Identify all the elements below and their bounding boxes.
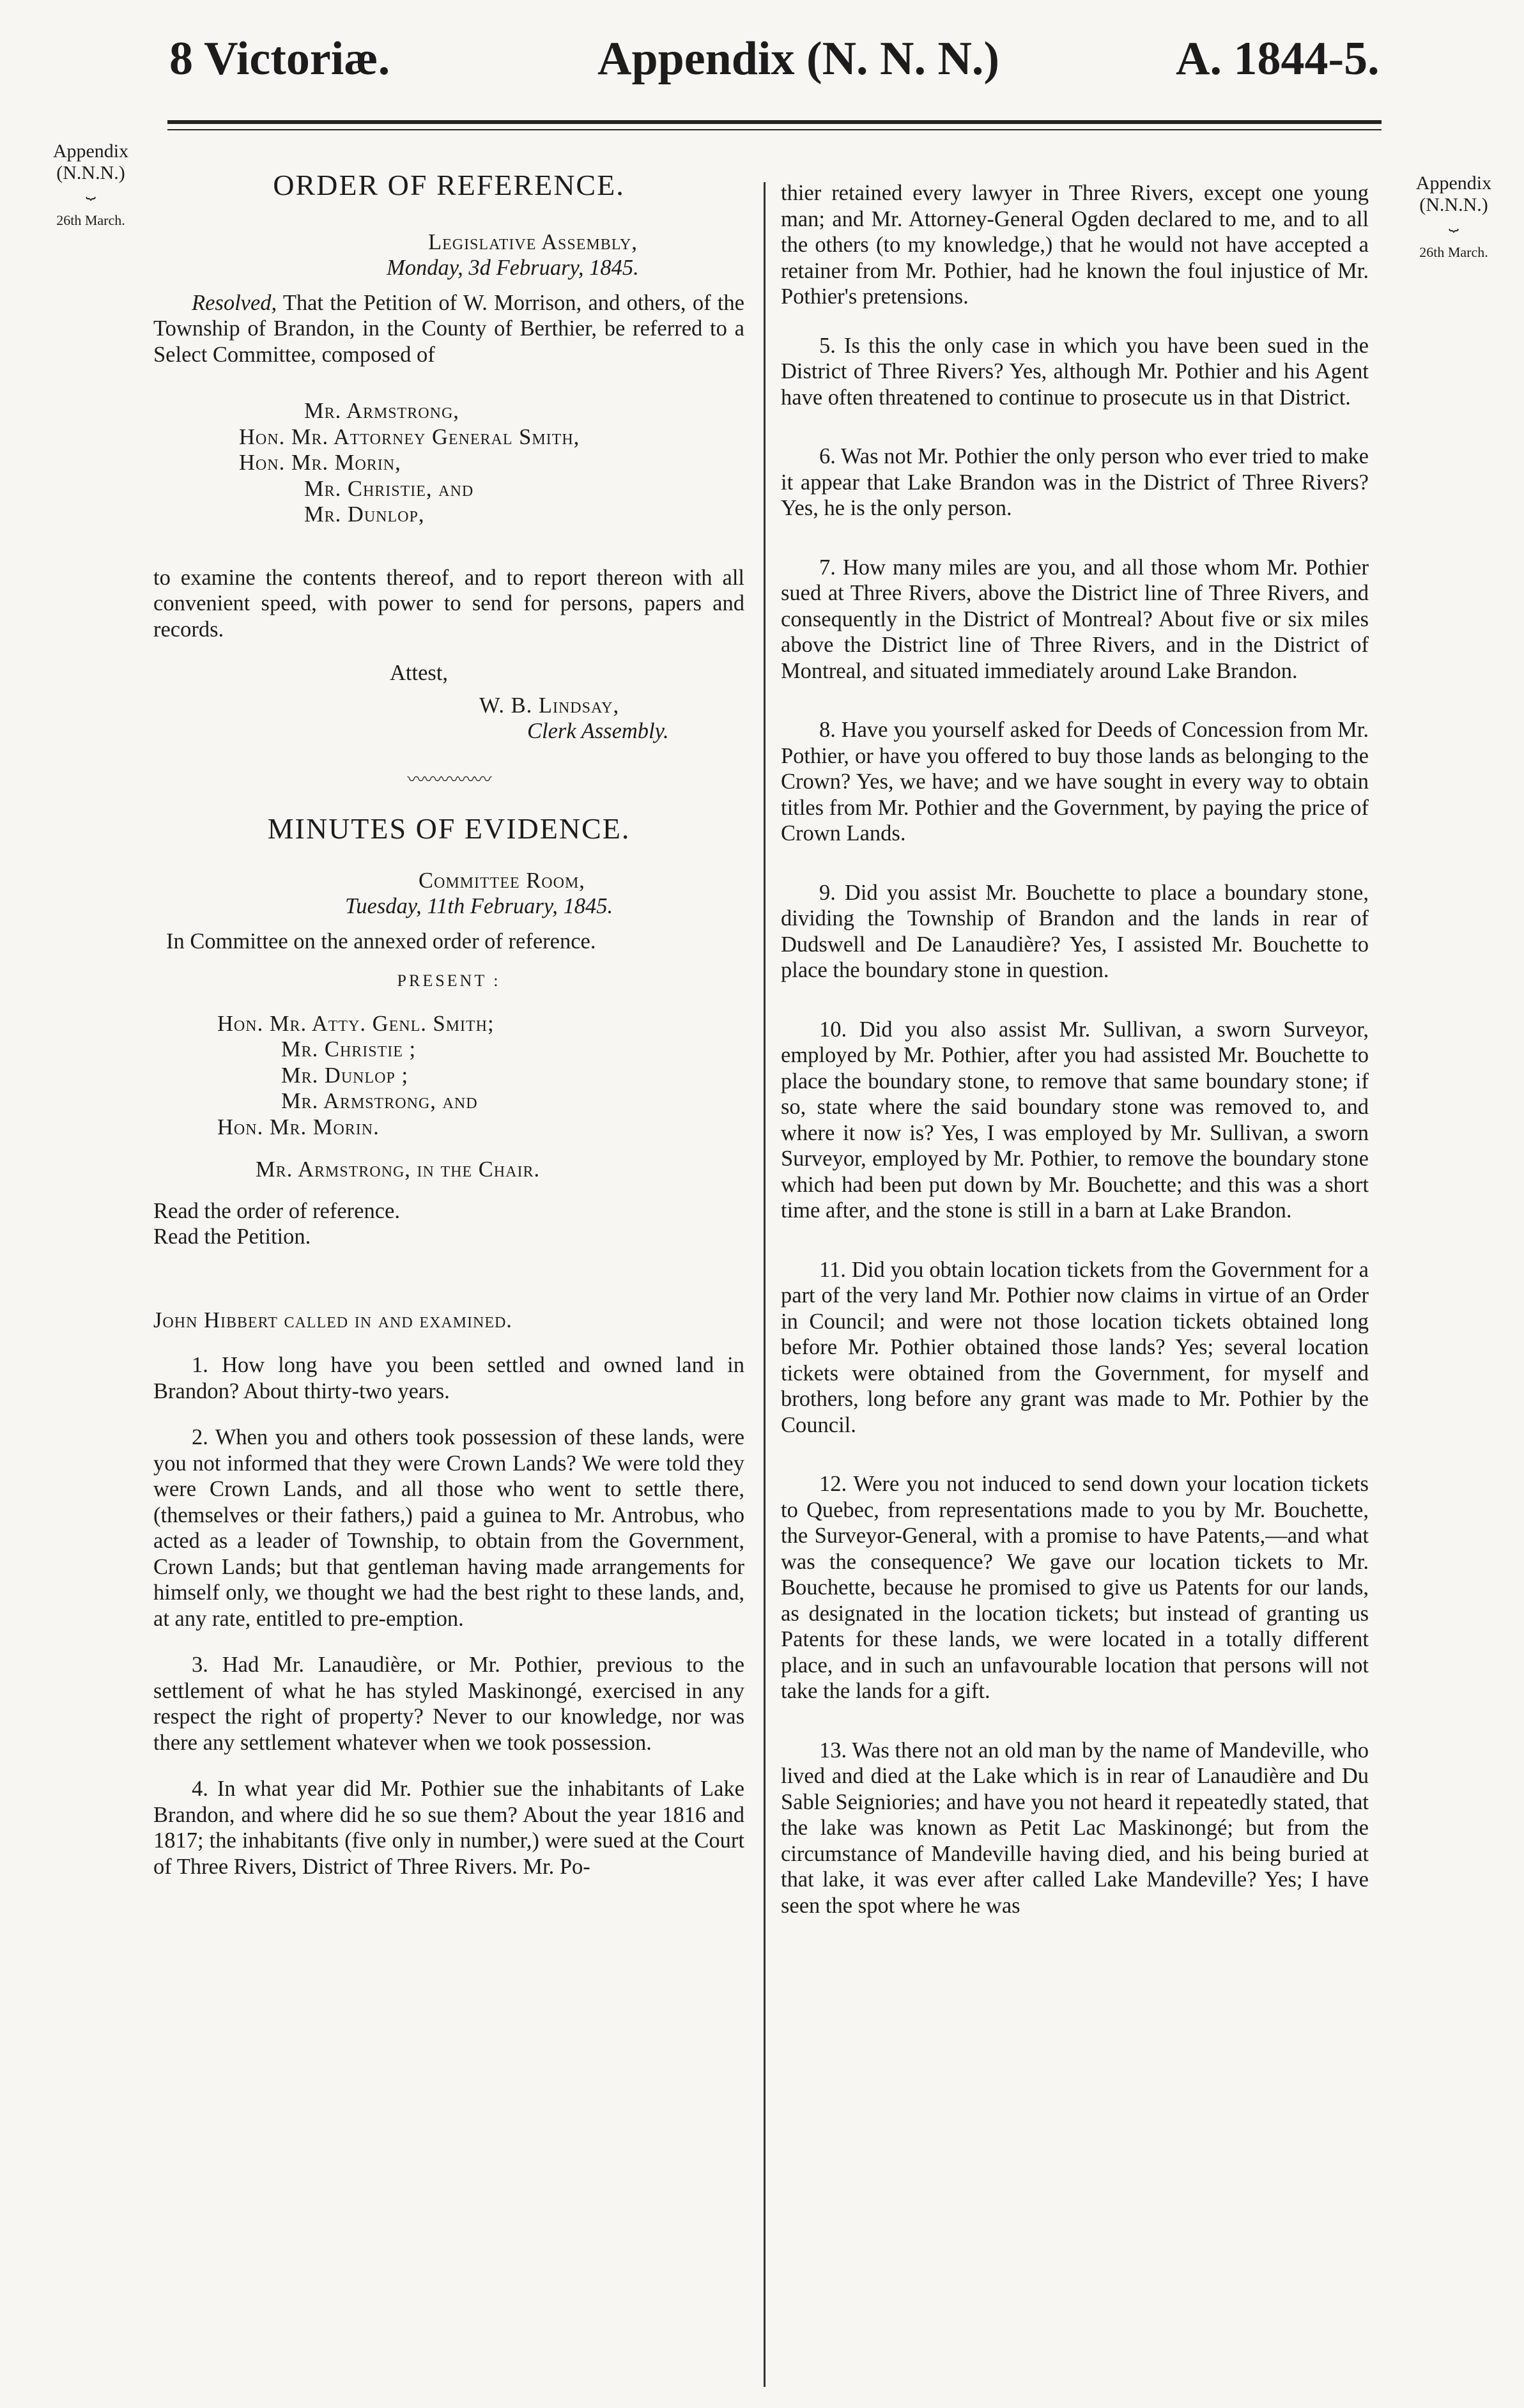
order-resolution — [153, 290, 744, 368]
member: Mr. Armstrong, — [304, 399, 459, 423]
order-place: Legislative Assembly, — [428, 229, 638, 254]
margin-appendix: Appendix — [52, 141, 129, 162]
margin-date: 26th March. — [56, 212, 125, 228]
question-4: 4. In what year did Mr. Pothier sue the inhabitants of Lake Brandon, and where did he so sue them? About the year 1816 and 1817; the inhabitants (five only in number,) were sued at the Court of Three Rivers, District of Three Rivers. Mr. Po- — [153, 1777, 744, 1879]
present-member: Hon. Mr. Morin. — [217, 1115, 380, 1139]
read-order: Read the order of reference. — [153, 1198, 400, 1223]
brace-icon: ⏟ — [86, 181, 96, 199]
margin-date: 26th March. — [1419, 244, 1488, 260]
resolved-text: That the Petition of W. Morrison, and others, of the Township of Brandon, in the County of Berthier, be referred to a Select Committee, composed of — [153, 290, 744, 367]
present-member: Hon. Mr. Atty. Genl. Smith; — [217, 1011, 495, 1036]
present-member: Mr. Christie ; — [281, 1037, 417, 1061]
header-rule-thin — [167, 129, 1382, 130]
question-2: 2. When you and others took possession of these lands, were you not informed that they were Crown Lands? We were told they were Crown Lands, and all those who went to settle there, (themselves or their fathers,) paid a guinea to Mr. Antrobus, who acted as a leader of Township, to obtain from the Government, Crown Lands; but that gentleman having made arrangements for himself only, we thought we had the best right to these lands, and, at any rate, entitled to pre-emption. — [153, 1425, 744, 1631]
question-10: 10. Did you also assist Mr. Sullivan, a sworn Surveyor, employed by Mr. Pothier, after you had assisted Mr. Bouchette to place the boundary stone, to remove that same boundary stone; if so, state where the said boundary stone was removed to, and where it now is? Yes, I was employed by Mr. Sullivan, a sworn Surveyor, employed by Mr. Pothier, to remove the boundary stone which had been put down by Mr. Bouchette; and this was a short time after, and the stone is still in a barn at Lake Brandon. — [781, 1017, 1369, 1223]
question-7: 7. How many miles are you, and all those whom Mr. Pothier sued at Three Rivers, above the District line of Three Rivers, and consequently in the District of Montreal? About five or six miles above the District line of Three Rivers, and in the District of Montreal, and situated immediately around Lake Brandon. — [781, 555, 1369, 683]
member: Hon. Mr. Morin, — [239, 451, 401, 475]
question-3: 3. Had Mr. Lanaudière, or Mr. Pothier, previous to the settlement of what he has styled Maskinongé, exercised in any respect the right of property? Never to our knowledge, nor was there any settlement whatever when we took possession. — [153, 1653, 744, 1755]
header-right: A. 1844-5. — [1176, 33, 1380, 85]
read-petition: Read the Petition. — [153, 1224, 311, 1249]
margin-note-left — [27, 141, 155, 231]
order-date: Monday, 3d February, 1845. — [387, 256, 639, 280]
header-rule — [167, 120, 1382, 124]
question-6: 6. Was not Mr. Pothier the only person who ever tried to make it appear that Lake Brandon was in the District of Three Rivers? Yes, he is the only person. — [781, 444, 1369, 520]
minutes-place: Committee Room, — [419, 868, 585, 893]
header-left: 8 Victoriæ. — [169, 33, 390, 85]
question-4-continued: thier retained every lawyer in Three Rivers, except one young man; and Mr. Attorney-General Ogden declared to me, and to all the others (to my knowledge,) that he would not have accepted a retainer from Mr. Pothier, had he known the foul injustice of Mr. Pothier's pretensions. — [781, 181, 1369, 309]
margin-appendix: Appendix — [1415, 173, 1492, 194]
question-9: 9. Did you assist Mr. Bouchette to place a boundary stone, dividing the Township of Brandon and the lands in rear of Dudswell and De Lanaudière? Yes, I assisted Mr. Bouchette to place the boundary stone in question. — [781, 880, 1369, 982]
member: Hon. Mr. Attorney General Smith, — [239, 424, 580, 449]
committee-members — [153, 398, 744, 528]
signer-title: Clerk Assembly. — [527, 719, 669, 743]
resolved-word: Resolved, — [192, 290, 277, 315]
signer-name: W. B. Lindsay, — [479, 693, 620, 718]
attest-label: Attest, — [390, 661, 449, 685]
minutes-intro: In Committee on the annexed order of reference. — [166, 929, 596, 953]
question-12: 12. Were you not induced to send down your location tickets to Quebec, from representations made to you by Mr. Bouchette, the Surveyor-General, with a promise to have Patents,—and what was the consequence? We gave our location tickets to Mr. Bouchette, because he promised to give us Patents for our lands, as designated in the location tickets; but instead of granting us Patents for these lands, we were located in a totally different place, and in such an unfavourable location that persons will not take the lands for a gift. — [781, 1472, 1369, 1703]
question-13: 13. Was there not an old man by the name of Mandeville, who lived and died at the Lake which is in rear of Lanaudière and Du Sable Seigniories; and have you not heard it repeatedly stated, that the lake was known as Petit Lac Maskinongé; but from the circumstance of Mandeville having died, and his being buried at that lake, it was ever after called Lake Mandeville? Yes; I have seen the spot where he was — [781, 1738, 1369, 1918]
margin-appendix-code: (N.N.N.) — [56, 162, 125, 183]
member: Mr. Dunlop, — [304, 502, 425, 527]
question-5: 5. Is this the only case in which you have been sued in the District of Three Rivers? Yes, although Mr. Pothier and his Agent have often threatened to continue to prosecute us in that District. — [781, 333, 1369, 410]
question-1: 1. How long have you been settled and owned land in Brandon? About thirty-two years. — [153, 1353, 744, 1403]
right-column — [781, 180, 1369, 1918]
order-instruction: to examine the contents thereof, and to report thereon with all convenient speed, with power to send for persons, papers and records. — [153, 565, 744, 642]
margin-note-right — [1387, 173, 1521, 263]
chair-line: Mr. Armstrong, in the Chair. — [256, 1157, 541, 1182]
order-title: ORDER OF REFERENCE. — [273, 169, 625, 201]
section-divider: 〰〰〰〰〰 — [407, 769, 491, 790]
question-8: 8. Have you yourself asked for Deeds of Concession from Mr. Pothier, or have you offered to buy those lands as belonging to the Crown? Yes, we have; and we have sought in every way to obtain titles from Mr. Pothier and the Government, by paying the price of Crown Lands. — [781, 718, 1369, 845]
minutes-date: Tuesday, 11th February, 1845. — [345, 894, 613, 918]
left-column — [153, 166, 744, 1879]
present-member: Mr. Dunlop ; — [281, 1063, 409, 1088]
question-11: 11. Did you obtain location tickets from the Government for a part of the very land Mr. Pothier now claims in virtue of an Order in Council; and were not those location tickets obtained long before Mr. Pothier obtained those lands? Yes; several location tickets were obtained from the Government, for myself and brothers, long before any grant was made to Mr. Pothier by the Council. — [781, 1257, 1369, 1437]
brace-icon: ⏟ — [1449, 213, 1459, 231]
member: Mr. Christie, and — [304, 476, 474, 501]
present-label: PRESENT : — [397, 971, 501, 990]
margin-appendix-code: (N.N.N.) — [1419, 194, 1488, 215]
minutes-title: MINUTES OF EVIDENCE. — [267, 812, 631, 845]
present-members — [153, 1011, 744, 1141]
witness-line: John Hibbert called in and examined. — [153, 1308, 512, 1332]
present-member: Mr. Armstrong, and — [281, 1089, 478, 1113]
header-title: Appendix (N. N. N.) — [597, 33, 1000, 85]
column-divider — [764, 182, 766, 2387]
